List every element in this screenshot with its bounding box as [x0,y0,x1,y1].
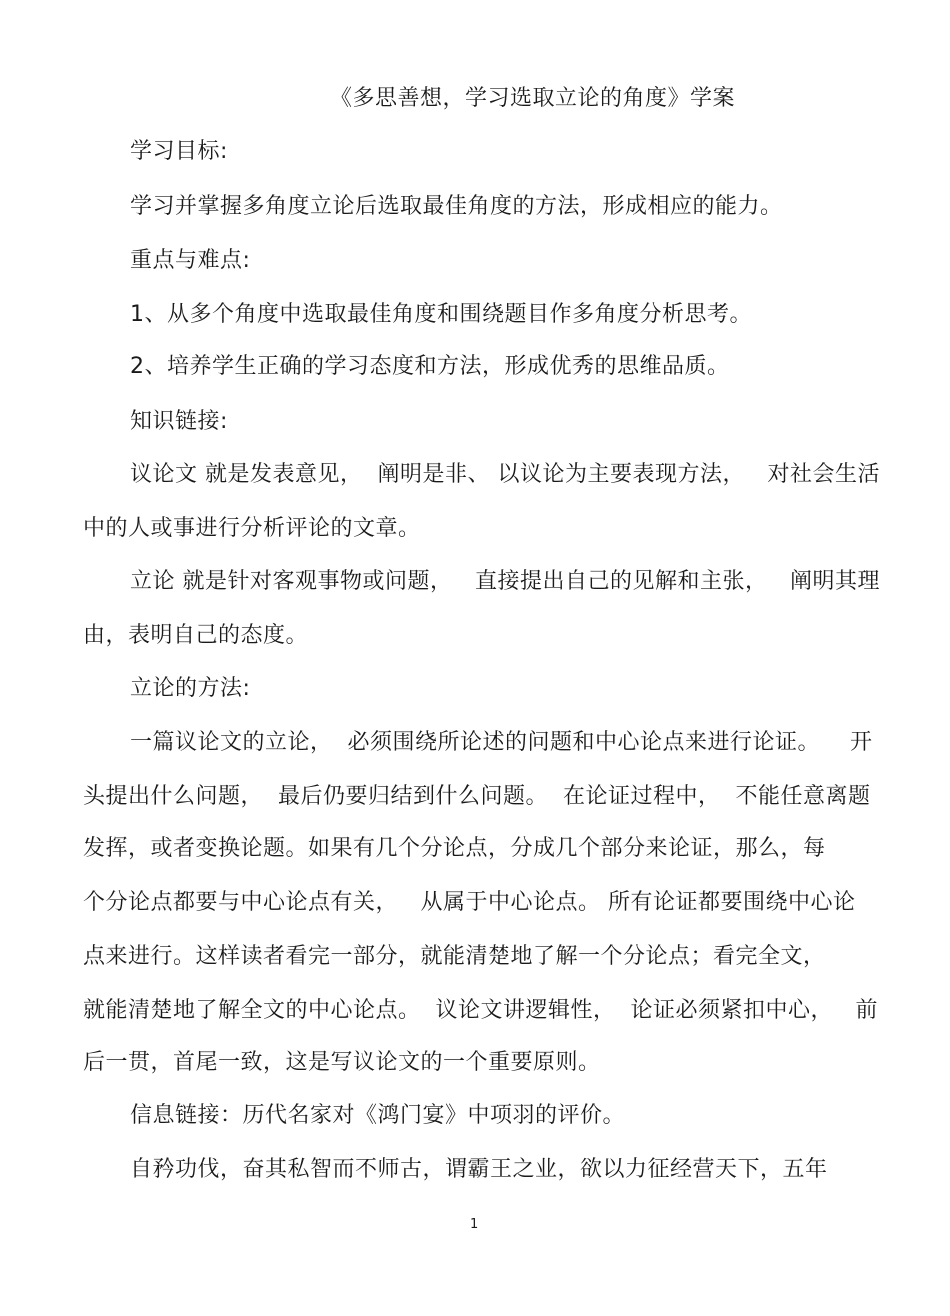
text-line: 学习目标: [130,139,228,164]
text-line: 学习并掌握多角度立论后选取最佳角度的方法，形成相应的能力。 [130,194,783,219]
text-line: 自矜功伐，奋其私智而不师古，谓霸王之业，欲以力征经营天下，五年 [130,1157,828,1182]
text-line: 重点与难点: [130,248,251,273]
text-line: 信息链接：历代名家对《鸿门宴》中项羽的评价。 [130,1103,626,1128]
document-title: 《多思善想，学习选取立论的角度》学案 [330,86,736,111]
text-line: 议论文 就是发表意见， 阐明是非、 以议论为主要表现方法， 对社会生活 [130,462,880,487]
text-line: 2、培养学生正确的学习态度和方法，形成优秀的思维品质。 [130,354,730,379]
text-line: 一篇议论文的立论， 必须围绕所论述的问题和中心论点来进行论证。 开 [130,730,873,755]
page-number: 1 [470,1217,479,1232]
text-line: 知识链接: [130,409,228,434]
text-line: 发挥，或者变换论题。如果有几个分论点，分成几个部分来论证，那么，每 [83,836,826,861]
text-line: 1、从多个角度中选取最佳角度和围绕题目作多角度分析思考。 [130,302,752,327]
text-line: 就能清楚地了解全文的中心论点。 议论文讲逻辑性， 论证必须紧扣中心， 前 [83,998,878,1023]
text-line: 个分论点都要与中心论点有关， 从属于中心论点。 所有论证都要围绕中心论 [83,890,856,915]
text-line: 立论的方法: [130,676,251,701]
text-line: 由，表明自己的态度。 [83,623,309,648]
text-line: 立论 就是针对客观事物或问题， 直接提出自己的见解和主张， 阐明其理 [130,569,880,594]
text-line: 中的人或事进行分析评论的文章。 [83,516,421,541]
text-line: 点来进行。这样读者看完一部分，就能清楚地了解一个分论点；看完全文， [83,944,826,969]
text-line: 后一贯，首尾一致，这是写议论文的一个重要原则。 [83,1050,601,1075]
text-line: 头提出什么问题， 最后仍要归结到什么问题。 在论证过程中， 不能任意离题 [83,784,871,809]
